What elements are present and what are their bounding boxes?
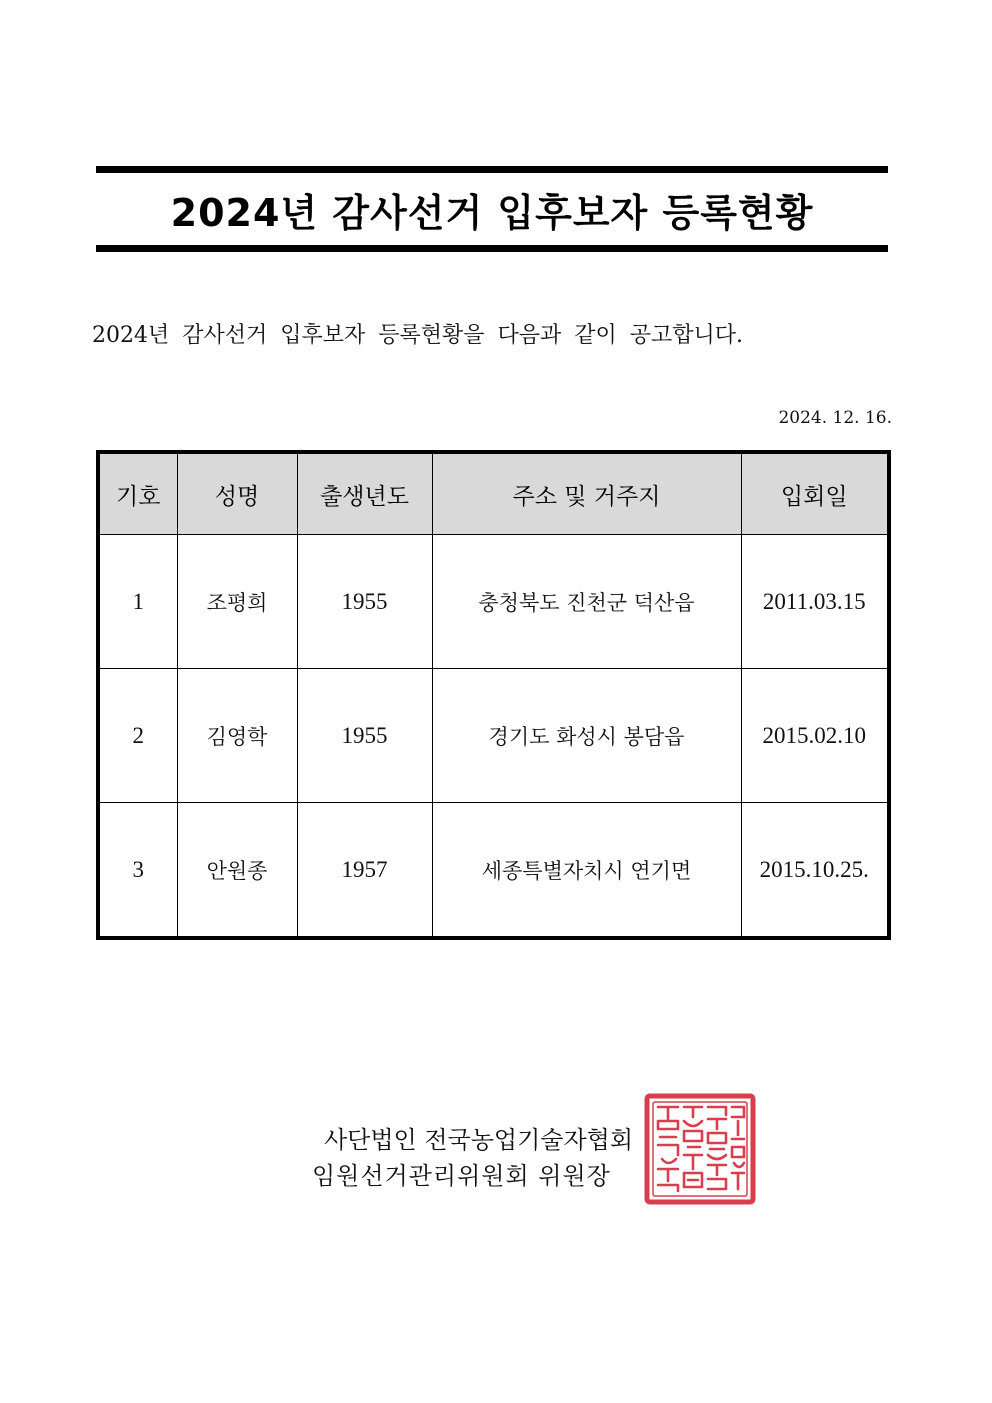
table-header-row xyxy=(98,452,889,535)
official-seal-icon xyxy=(644,1093,756,1205)
table-row xyxy=(98,535,889,669)
cell-number: 1 xyxy=(98,535,177,669)
organization-name: 사단법인 전국농업기술자협회 xyxy=(324,1126,634,1154)
header-address: 주소 및 거주지 xyxy=(432,452,741,535)
table-row xyxy=(98,669,889,803)
announcement-date: 2024. 12. 16. xyxy=(778,408,892,428)
table-row xyxy=(98,803,889,939)
candidate-table xyxy=(96,450,891,940)
cell-name: 김영학 xyxy=(177,669,297,803)
cell-join-date: 2015.02.10 xyxy=(741,669,889,803)
cell-birth-year: 1955 xyxy=(297,535,432,669)
title-band xyxy=(96,166,888,252)
cell-address: 세종특별자치시 연기면 xyxy=(432,803,741,939)
cell-number: 3 xyxy=(98,803,177,939)
signature-block xyxy=(312,1122,672,1194)
cell-join-date: 2011.03.15 xyxy=(741,535,889,669)
cell-name: 안원종 xyxy=(177,803,297,939)
cell-birth-year: 1955 xyxy=(297,669,432,803)
cell-name: 조평희 xyxy=(177,535,297,669)
header-number: 기호 xyxy=(98,452,177,535)
header-name: 성명 xyxy=(177,452,297,535)
committee-chair: 임원선거관리위원회 위원장 xyxy=(312,1162,611,1190)
intro-text: 2024년 감사선거 입후보자 등록현황을 다음과 같이 공고합니다. xyxy=(92,323,743,348)
header-birth-year: 출생년도 xyxy=(297,452,432,535)
cell-join-date: 2015.10.25. xyxy=(741,803,889,939)
header-join-date: 입회일 xyxy=(741,452,889,535)
cell-birth-year: 1957 xyxy=(297,803,432,939)
cell-number: 2 xyxy=(98,669,177,803)
cell-address: 경기도 화성시 봉담읍 xyxy=(432,669,741,803)
document-title: 2024년 감사선거 입후보자 등록현황 xyxy=(170,190,814,235)
cell-address: 충청북도 진천군 덕산읍 xyxy=(432,535,741,669)
